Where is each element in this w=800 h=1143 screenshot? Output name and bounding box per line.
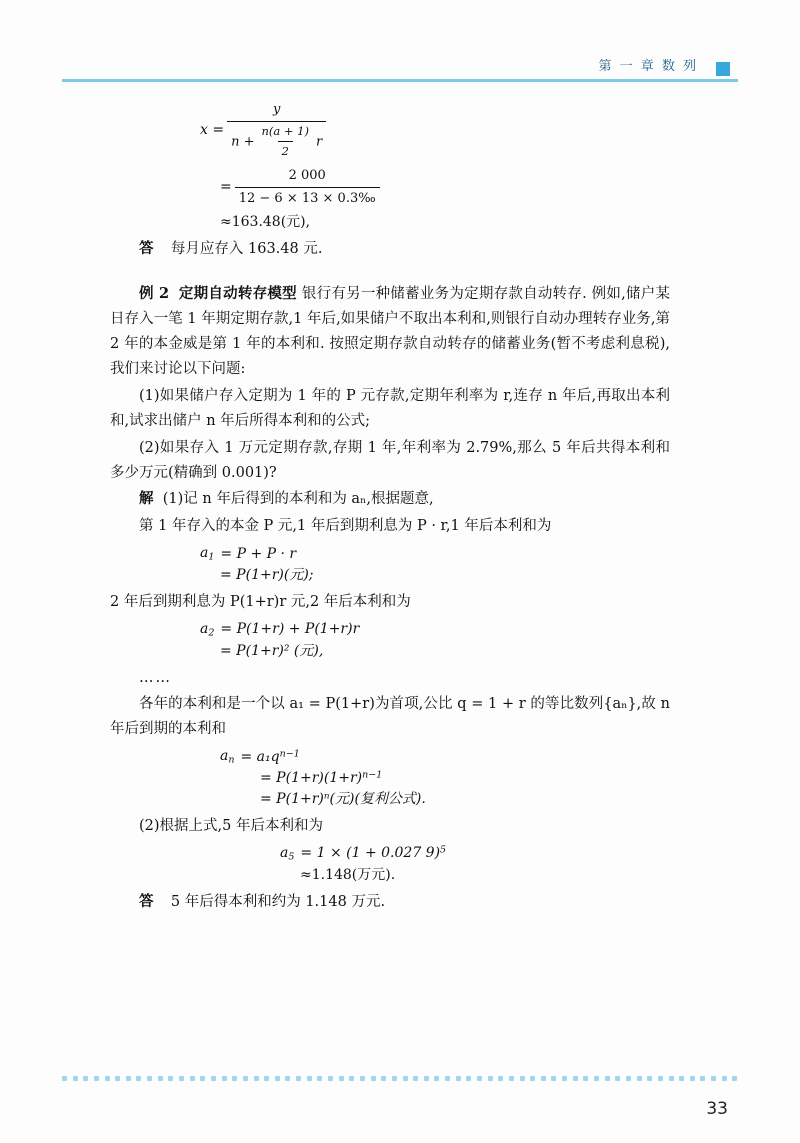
ellipsis-line: …… [139, 669, 172, 686]
footer-dot [498, 1076, 503, 1081]
footer-dot [541, 1076, 546, 1081]
footer-dot [296, 1076, 301, 1081]
solution-label: 解 [139, 490, 154, 508]
footer-dot [179, 1076, 184, 1081]
solution-line-4: 各年的本利和是一个以 a₁ = P(1+r)为首项,公比 q = 1 + r 的等比数列{aₙ},故 n 年后到期的本利和 [110, 696, 670, 738]
a2-line2: = P(1+r)² (元), [220, 642, 324, 659]
eq2-denominator: 12 − 6 × 13 × 0.3‰ [235, 187, 380, 209]
example-2-paragraph [110, 282, 670, 382]
eq2-equals: = [220, 178, 232, 195]
solution-line-2: 第 1 年存入的本金 P 元,1 年后到期利息为 P · r,1 年后本利和为 [139, 518, 552, 535]
footer-dot [456, 1076, 461, 1081]
footer-dot [317, 1076, 322, 1081]
header-title: 第 一 章 数 列 [598, 59, 698, 74]
page-number: 33 [706, 1099, 728, 1119]
footer-dot [349, 1076, 354, 1081]
solution-line-1: (1)记 n 年后得到的本利和为 aₙ,根据题意, [162, 491, 434, 508]
a5-line2: ≈1.148(万元). [300, 866, 396, 883]
eq1-fraction [227, 100, 326, 160]
a2-lhs: $a_2$ [200, 620, 215, 639]
footer-dot [158, 1076, 163, 1081]
footer-dot [562, 1076, 567, 1081]
example-label: 例 2 [139, 284, 170, 302]
footer-dot [424, 1076, 429, 1081]
a5-lhs: $a_5$ [280, 844, 295, 863]
eq1-inner-fraction [257, 123, 313, 161]
footer-dot [583, 1076, 588, 1081]
footer-dot [392, 1076, 397, 1081]
footer-dot [509, 1076, 514, 1081]
footer-dot [126, 1076, 131, 1081]
answer-paragraph-2 [110, 890, 670, 915]
footer-dot [520, 1076, 525, 1081]
footer-dot [200, 1076, 205, 1081]
footer-dot [94, 1076, 99, 1081]
footer-dot [605, 1076, 610, 1081]
footer-dot [488, 1076, 493, 1081]
equation-a1 [110, 543, 670, 586]
footer-dot [669, 1076, 674, 1081]
example-title: 定期自动转存模型 [178, 284, 297, 302]
footer-dot-rule [62, 1075, 738, 1081]
footer-dot [403, 1076, 408, 1081]
a5-rhs: = 1 × (1 + 0.027 9)$^5$ [300, 844, 447, 862]
solution-paragraph-1 [110, 487, 670, 512]
page-content [110, 96, 670, 915]
an-lhs: $a_n$ [220, 748, 235, 766]
footer-dot [626, 1076, 631, 1081]
a1-line2: = P(1+r)(元); [220, 566, 314, 583]
footer-dot [551, 1076, 556, 1081]
footer-dot [232, 1076, 237, 1081]
a1-lhs: $a_1$ [200, 545, 215, 563]
solution-line-3: 2 年后到期利息为 P(1+r)r 元,2 年后本利和为 [110, 593, 411, 610]
eq1-denominator [227, 121, 326, 161]
equation-an [110, 746, 670, 810]
footer-dot [477, 1076, 482, 1081]
footer-dot [62, 1076, 67, 1081]
footer-dot [83, 1076, 88, 1081]
footer-dot [222, 1076, 227, 1081]
footer-dot [732, 1076, 737, 1081]
solution-line-5: (2)根据上式,5 年后本利和为 [139, 817, 323, 834]
footer-dot [381, 1076, 386, 1081]
eq1-den-right: r [315, 133, 323, 149]
a1-rhs: = P + P · r [220, 545, 297, 562]
footer-dot [136, 1076, 141, 1081]
an-rhs: = $a_1q^{n-1}$ [240, 748, 300, 765]
a2-rhs: = P(1+r) + P(1+r)r [220, 621, 360, 638]
footer-dot [105, 1076, 110, 1081]
footer-dot [445, 1076, 450, 1081]
footer-dot [466, 1076, 471, 1081]
eq2-numerator: 2 000 [288, 168, 326, 183]
page-header [62, 48, 738, 82]
footer-dot [190, 1076, 195, 1081]
eq1-numerator: y [272, 102, 281, 117]
footer-dot [637, 1076, 642, 1081]
footer-dot [434, 1076, 439, 1081]
footer-dot [679, 1076, 684, 1081]
header-square-decoration [716, 62, 730, 76]
eq3-result: ≈163.48(元), [220, 214, 311, 230]
spacer [110, 262, 670, 282]
answer-text-2: 5 年后得本利和约为 1.148 万元. [170, 893, 386, 910]
footer-dot [530, 1076, 535, 1081]
footer-dot [275, 1076, 280, 1081]
eq2-fraction [235, 166, 380, 208]
footer-dot [339, 1076, 344, 1081]
answer-label-2: 答 [139, 892, 154, 910]
footer-dot [413, 1076, 418, 1081]
eq1-inner-num: n(a + 1) [261, 123, 309, 138]
example-intro: 银行有另一种储蓄业务为定期存款自动转存. 例如,储户某日存入一笔 1 年期定期存款,1 年后,如果储户不取出本利和,则银行自动办理转存业务,第 2 年的本金威是第 1 年的本利和. 按照定期存款自动转存的储蓄业务(暂不考虑利息税),我们来讨论以下问题: [110, 285, 671, 377]
answer-text-1: 每月应存入 163.48 元. [170, 241, 323, 257]
footer-dot [658, 1076, 663, 1081]
footer-dot [254, 1076, 259, 1081]
equation-a5 [110, 843, 670, 886]
footer-dot [307, 1076, 312, 1081]
footer-dot [115, 1076, 120, 1081]
answer-paragraph-1 [110, 237, 670, 262]
eq1-lhs: x = [200, 121, 225, 138]
footer-dot [722, 1076, 727, 1081]
footer-dot [243, 1076, 248, 1081]
answer-label-1: 答 [139, 240, 154, 257]
footer-dot [573, 1076, 578, 1081]
footer-dot [647, 1076, 652, 1081]
header-rule [62, 79, 738, 82]
footer-dot [147, 1076, 152, 1081]
footer-dot [615, 1076, 620, 1081]
equation-x-formula [110, 100, 670, 233]
footer-dot [371, 1076, 376, 1081]
footer-dot [700, 1076, 705, 1081]
question-1: (1)如果储户存入定期为 1 年的 P 元存款,定期年利率为 r,连存 n 年后,再取出本利和,试求出储户 n 年后所得本利和的公式; [110, 387, 670, 429]
an-line2: = $P(1+r)(1+r)^{n-1}$ [260, 769, 383, 786]
footer-dot [73, 1076, 78, 1081]
footer-dot [285, 1076, 290, 1081]
footer-dot [211, 1076, 216, 1081]
an-line3: = P(1+r)ⁿ(元)(复利公式). [260, 790, 426, 807]
footer-dot [690, 1076, 695, 1081]
footer-dot [360, 1076, 365, 1081]
equation-a2 [110, 619, 670, 662]
footer-dot [168, 1076, 173, 1081]
footer-dot [594, 1076, 599, 1081]
eq1-den-left: n + [231, 133, 255, 149]
footer-dot [264, 1076, 269, 1081]
footer-dot [711, 1076, 716, 1081]
question-2: (2)如果存入 1 万元定期存款,存期 1 年,年利率为 2.79%,那么 5 年后共得本利和多少万元(精确到 0.001)? [110, 439, 670, 481]
eq1-inner-den: 2 [278, 141, 293, 160]
footer-dot [328, 1076, 333, 1081]
